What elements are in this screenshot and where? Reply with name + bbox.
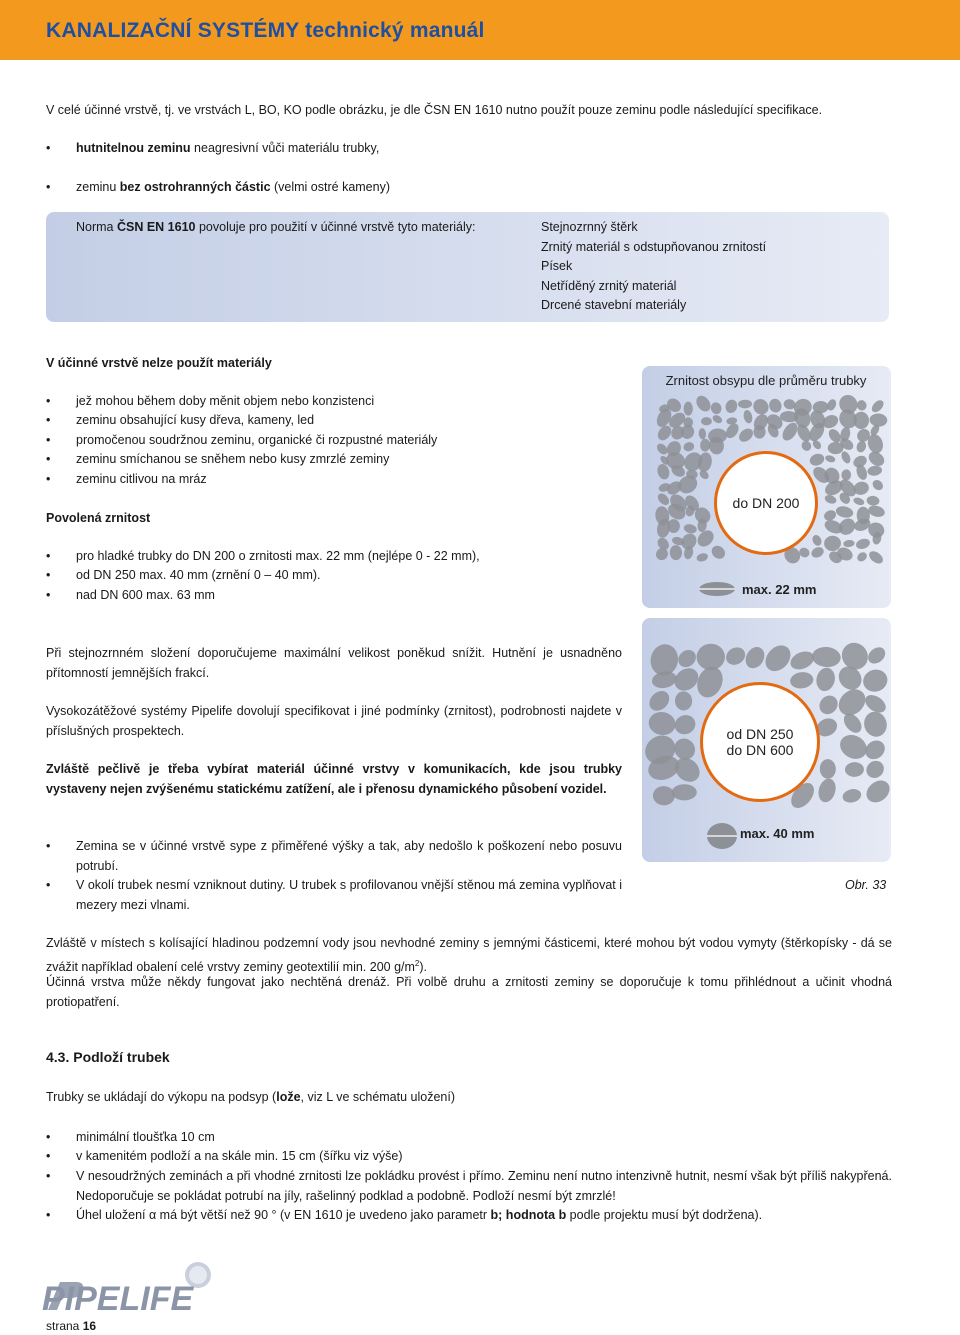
- stone-grain: [696, 552, 709, 563]
- page-number: strana 16: [46, 1319, 97, 1333]
- fill-bullet: • V okolí trubek nesmí vzniknout dutiny. U trubek s profilovanou vnější stěnou má zemina vyplňovat i mezery mezi vlnami.: [76, 876, 622, 915]
- max-grain-top: max. 22 mm: [742, 582, 817, 597]
- stone-grain: [808, 452, 826, 468]
- pipe-label-bottom-2: do DN 600: [726, 742, 794, 758]
- grain-item: • od DN 250 max. 40 mm (zrnění 0 – 40 mm).: [76, 566, 321, 586]
- stone-grain: [709, 543, 728, 561]
- stone-grain: [819, 759, 836, 779]
- stone-grain: [760, 640, 795, 676]
- stone-grain: [841, 787, 862, 804]
- diagram-title: Zrnitost obsypu dle průměru trubky: [665, 373, 867, 388]
- bedding-item: • Úhel uložení α má být větší než 90 ° (v EN 1610 je uvedeno jako parametr b; hodnota b podle projektu musí být dodržena).: [76, 1206, 892, 1226]
- spec-bullet: • zeminu bez ostrohranných částic (velmi ostré kameny): [76, 178, 390, 198]
- forbidden-item: • zeminu smíchanou se sněhem nebo kusy zmrzlé zeminy: [76, 450, 389, 470]
- paragraph-5: Účinná vrstva může někdy fungovat jako nechtěná drenáž. Při volbě druhu a zrnitosti zeminy se doporučuje k tomu přihlédnout a učinit vhodná protiopatření.: [46, 975, 892, 1009]
- stone-grain: [814, 666, 837, 693]
- grain-heading: Povolená zrnitost: [46, 511, 151, 525]
- stone-grain: [800, 439, 814, 453]
- stone-grain: [694, 527, 716, 550]
- bedding-item: • v kamenitém podloží a na skále min. 15 cm (šířku viz výše): [76, 1147, 403, 1167]
- stone-grain: [840, 450, 853, 465]
- pipe-cross-section-top: [714, 451, 818, 555]
- stone-grain: [841, 469, 851, 481]
- stone-grain: [843, 539, 855, 547]
- stone-grain: [710, 401, 723, 415]
- stone-grain: [683, 523, 698, 535]
- max-grain-bottom: max. 40 mm: [740, 826, 815, 841]
- stone-grain: [750, 396, 772, 418]
- stone-grain: [693, 393, 713, 414]
- stone-grain: [652, 785, 675, 806]
- stone-grain: [866, 495, 880, 506]
- stone-grain: [867, 549, 885, 566]
- stone-grain: [824, 494, 838, 506]
- stone-grain: [700, 439, 711, 452]
- paragraph-3: Zvláště pečlivě je třeba vybírat materiál účinné vrstvy v komunikacích, kde jsou trubky vystaveny nejen zvýšenému statickému zatížení, ale i přenosu dynamického působení vozidel.: [46, 762, 622, 796]
- norm-label: Norma ČSN EN 1610 povoluje pro použití v účinné vrstvě tyto materiály:: [76, 220, 476, 234]
- stone-grain: [853, 412, 869, 430]
- stone-grain: [767, 397, 783, 414]
- fill-bullet: • Zemina se v účinné vrstvě sype z přiměřené výšky a tak, aby nedošlo k poškození nebo posuvu potrubí.: [76, 837, 622, 876]
- stone-grain: [672, 712, 699, 738]
- paragraph-4: Zvláště v místech s kolísající hladinou podzemní vody jsou nevhodné zeminy s jemnými částicemi, které mohou být vodou vymyty (štěrkopísky - dá se zvážit například obalení celé vrstvy zeminy geotextilií min. 200 $g/m^2$).: [46, 936, 892, 974]
- stone-grain: [811, 646, 841, 668]
- stone-grain: [723, 644, 749, 668]
- pipelife-logo-icon: [40, 1258, 230, 1314]
- spec-bullet: • hutnitelnou zeminu neagresivní vůči materiálu trubky,: [76, 139, 379, 159]
- stone-grain: [856, 399, 868, 412]
- stone-grain: [835, 505, 854, 519]
- stone-grain: [647, 710, 678, 738]
- stone-grain: [860, 666, 890, 695]
- forbidden-item: • zeminu obsahující kusy dřeva, kameny, led: [76, 411, 314, 431]
- stone-grain: [682, 441, 695, 453]
- intro-text: V celé účinné vrstvě, tj. ve vrstvách L, BO, KO podle obrázku, je dle ČSN EN 1610 nutno použít pouze zeminu podle následující specifikace.: [46, 103, 823, 117]
- stone-grain: [852, 496, 865, 506]
- stone-grain: [810, 545, 826, 560]
- stone-grain: [816, 777, 838, 805]
- stone-grain: [698, 428, 706, 440]
- section-heading: 4.3. Podloží trubek: [46, 1049, 170, 1065]
- forbidden-item: • zeminu citlivou na mráz: [76, 470, 207, 490]
- stone-grain: [742, 644, 768, 672]
- stone-grain: [701, 417, 712, 425]
- grain-item: • nad DN 600 max. 63 mm: [76, 586, 215, 606]
- norm-box: [46, 212, 889, 322]
- stone-grain: [683, 402, 693, 416]
- forbidden-item: • jež mohou během doby měnit objem nebo konzistenci: [76, 392, 374, 412]
- stone-grain: [788, 648, 817, 673]
- stone-grain: [650, 669, 677, 690]
- paragraph-1: Při stejnozrnném složení doporučujeme maximální velikost poněkud snížit. Hutnění je usnadněno přítomností jemnějších frakcí.: [46, 646, 622, 680]
- stone-grain: [675, 691, 693, 711]
- pipe-cross-section-bottom: [700, 682, 820, 802]
- page-title: KANALIZAČNÍ SYSTÉMY technický manuál: [46, 19, 485, 42]
- stone-grain: [855, 440, 867, 454]
- page-header-bar: [0, 0, 960, 60]
- stone-grain: [696, 643, 725, 670]
- bedding-item: • V nesoudržných zeminách a při vhodné zrnitosti lze pokládku provést i přímo. Zeminu není nutno intenzivně hutnit, nesmí však být příliš nakypřená. Nedoporučuje se pokládat potrubí na jíly, rašelinný podklad a podobně. Podloží nesmí být zmrzlé!: [76, 1167, 892, 1206]
- stone-grain: [867, 504, 886, 519]
- stone-grain: [670, 545, 683, 560]
- stone-grain: [861, 709, 890, 740]
- stone-grain: [645, 687, 673, 715]
- stone-grain: [675, 646, 700, 670]
- material-item: Zrnitý materiál s odstupňovanou zrnitostí: [541, 239, 767, 254]
- stone-grain: [816, 692, 842, 718]
- bedding-item: • minimální tloušťka 10 cm: [76, 1128, 215, 1148]
- pipelife-logo: [40, 1258, 230, 1319]
- stone-grain: [672, 784, 697, 800]
- stone-grain: [789, 671, 814, 690]
- forbidden-heading: V účinné vrstvě nelze použít materiály: [46, 356, 272, 370]
- figure-caption: Obr. 33: [845, 878, 887, 892]
- stone-grain: [836, 730, 871, 763]
- stone-grain: [871, 478, 885, 492]
- materials-list: [541, 218, 766, 316]
- material-item: Stejnozrnný štěrk: [541, 220, 638, 234]
- grain-item: • pro hladké trubky do DN 200 o zrnitosti max. 22 mm (nejlépe 0 - 22 mm),: [76, 547, 480, 567]
- stone-grain: [738, 400, 752, 409]
- stone-grain: [862, 776, 891, 807]
- stone-grain: [863, 757, 888, 781]
- stone-grain: [737, 426, 756, 445]
- stone-grain: [711, 413, 723, 424]
- section-intro: Trubky se ukládají do výkopu na podsyp (lože, viz L ve schématu uložení): [46, 1090, 455, 1104]
- stone-grain: [869, 413, 888, 427]
- stone-grain: [865, 644, 889, 667]
- forbidden-item: • promočenou soudržnou zeminu, organické či rozpustné materiály: [76, 431, 437, 451]
- stone-grain: [667, 519, 679, 533]
- stone-grain: [855, 550, 868, 563]
- stone-grain: [824, 454, 836, 463]
- material-item: Drcené stavební materiály: [541, 298, 687, 312]
- stone-grain: [724, 398, 739, 414]
- logo-text: PIPELIFE: [42, 1280, 194, 1314]
- stone-grain: [862, 737, 889, 763]
- pipe-label-top: do DN 200: [732, 495, 800, 511]
- stone-grain: [845, 762, 864, 777]
- material-item: Písek: [541, 259, 573, 273]
- paragraph-2: Vysokozátěžové systémy Pipelife dovolují specifikovat i jiné podmínky (zrnitost), podrobnosti najdete v příslušných prospektech.: [46, 704, 622, 738]
- stone-grain: [870, 398, 886, 414]
- material-item: Netříděný zrnitý materiál: [541, 278, 677, 293]
- stone-grain: [824, 535, 842, 551]
- stone-grain: [811, 533, 824, 547]
- stone-grain: [679, 423, 696, 441]
- stone-grain: [855, 537, 872, 551]
- stone-grain: [742, 409, 753, 424]
- pipe-label-bottom-1: od DN 250: [726, 726, 794, 742]
- stone-grain: [867, 465, 883, 477]
